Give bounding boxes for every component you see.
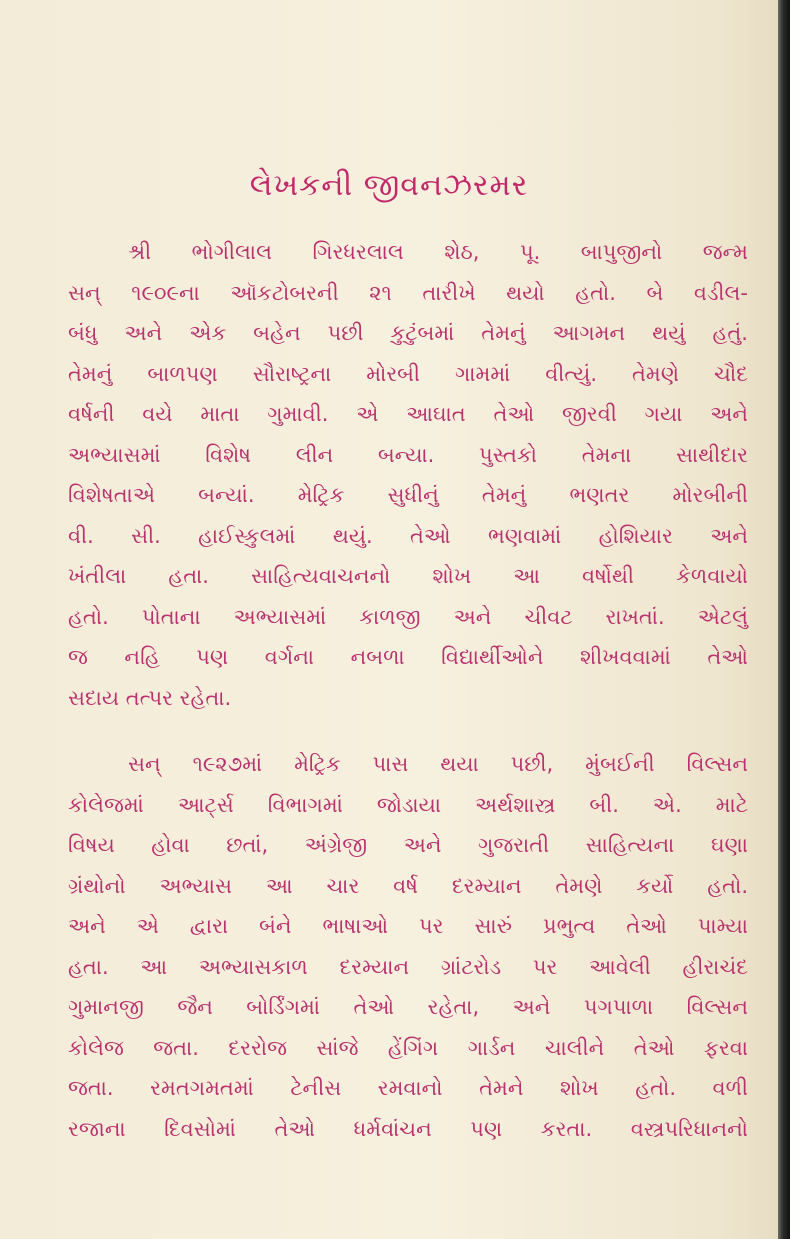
- text-line: વી. સી. હાઈસ્કુલમાં થયું. તેઓ ભણવામાં હોશિયાર અને: [68, 523, 748, 548]
- text-line: તેમનું બાળપણ સૌરાષ્ટ્રના મોરબી ગામમાં વીત્યું. તેમણે ચૌદ: [68, 361, 748, 386]
- text-line: ખંતીલા હતા. સાહિત્યવાચનનો શોખ આ વર્ષોથી કેળવાયો: [68, 564, 748, 588]
- text-line: કોલેજમાં આર્ટ્સ વિભાગમાં જોડાયા અર્થશાસ્ત્ર બી. એ. માટે: [68, 792, 748, 817]
- text-line: અને એ દ્વારા બંને ભાષાઓ પર સારું પ્રભુત્વ તેઓ પામ્યા: [68, 914, 748, 938]
- text-line: રજાના દિવસોમાં તેઓ ધર્મવાંચન પણ કરતા. વસ્ત્રપરિધાનનો: [68, 1116, 748, 1141]
- text-line: ગુમાનજી જૈન બોર્ડિંગમાં તેઓ રહેતા, અને પગપાળા વિલ્સન: [68, 995, 748, 1019]
- text-line: કોલેજ જતા. દરરોજ સાંજે હેંગિંગ ગાર્ડન ચાલીને તેઓ ફરવા: [68, 1035, 748, 1060]
- text-line: શ્રી ભોગીલાલ ગિરધરલાલ શેઠ, પૂ. બાપુજીનો જન્મ: [128, 240, 748, 264]
- text-line: બંધુ અને એક બહેન પછી કુટુંબમાં તેમનું આગમન થયું હતું.: [68, 321, 748, 345]
- text-line: સદાય તત્પર રહેતા.: [68, 685, 232, 710]
- text-line: જતા. રમતગમતમાં ટેનીસ રમવાનો તેમને શોખ હતો. વળી: [68, 1076, 748, 1100]
- book-spine-edge: [778, 0, 790, 1239]
- paragraph-2: [68, 744, 748, 1149]
- text-line: અભ્યાસમાં વિશેષ લીન બન્યા. પુસ્તકો તેમના સાથીદાર: [68, 442, 748, 467]
- text-line: સન્ ૧૯૨૭માં મેટ્રિક પાસ થયા પછી, મુંબઈની વિલ્સન: [128, 752, 748, 776]
- text-line: વિશેષતાએ બન્યાં. મેટ્રિક સુધીનું તેમનું ભણતર મોરબીની: [68, 483, 748, 507]
- chapter-heading: લેખકની જીવનઝરમર: [249, 168, 529, 203]
- text-line: ગ્રંથોનો અભ્યાસ આ ચાર વર્ષ દરમ્યાન તેમણે કર્યો હતો.: [68, 873, 748, 898]
- text-line: જ નહિ પણ વર્ગના નબળા વિદ્યાર્થીઓને શીખવવામાં તેઓ: [68, 645, 748, 669]
- text-line: વિષય હોવા છતાં, અંગ્રેજી અને ગુજરાતી સાહિત્યના ઘણા: [68, 833, 748, 857]
- text-line: હતો. પોતાના અભ્યાસમાં કાળજી અને ચીવટ રાખતાં. એટલું: [68, 604, 748, 629]
- text-line: વર્ષની વયે માતા ગુમાવી. એ આઘાત તેઓ જીરવી ગયા અને: [68, 402, 748, 426]
- text-line: સન્ ૧૯૦૯ના ઑકટોબરની ૨૧ તારીખે થયો હતો. બે વડીલ-: [68, 280, 748, 305]
- text-line: હતા. આ અભ્યાસકાળ દરમ્યાન ગ્રાંટરોડ પર આવેલી હીરાચંદ: [68, 954, 748, 979]
- paragraph-1: [68, 232, 748, 718]
